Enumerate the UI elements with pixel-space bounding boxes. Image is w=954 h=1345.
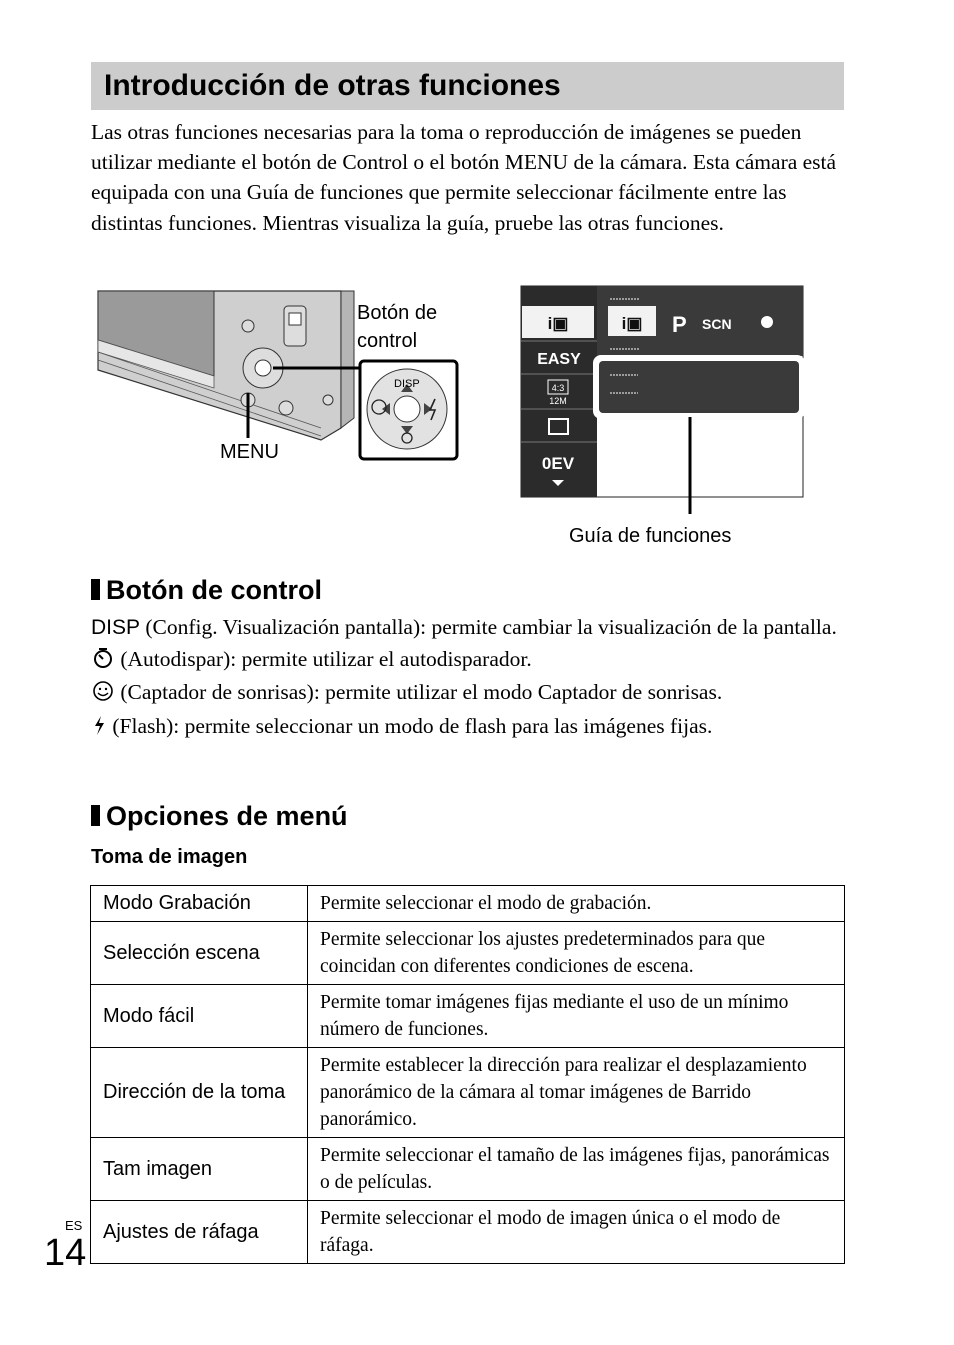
easy-label: EASY bbox=[537, 351, 581, 368]
option-description: Permite seleccionar el tamaño de las imágenes fijas, panorámicas o de películas. bbox=[308, 1138, 845, 1201]
size-mp-label: 12M bbox=[549, 396, 567, 406]
option-name: Selección escena bbox=[91, 922, 308, 985]
option-name: Modo fácil bbox=[91, 985, 308, 1048]
program-mode-label: P bbox=[672, 312, 687, 337]
page-language-code: ES bbox=[65, 1218, 83, 1233]
option-description: Permite tomar imágenes fijas mediante el uso de un mínimo número de funciones. bbox=[308, 985, 845, 1048]
intro-paragraph: Las otras funciones necesarias para la toma o reproducción de imágenes se pueden utilizar mediante el botón de Control o el botón MENU de la cámara. Esta cámara está equipada con una Guía de funciones que permite seleccionar fácilmente entre las distintas funciones. Mientras visualiza la guía, pruebe las otras funciones. bbox=[91, 120, 837, 235]
svg-text:i▣: i▣ bbox=[547, 314, 569, 333]
table-row bbox=[91, 985, 845, 1048]
scene-mode-label: SCN bbox=[702, 316, 732, 332]
option-name: Modo Grabación bbox=[91, 886, 308, 922]
option-name: Tam imagen bbox=[91, 1138, 308, 1201]
page-number: 14 bbox=[44, 1232, 87, 1274]
flash-icon bbox=[91, 714, 107, 745]
svg-text:i▣: i▣ bbox=[621, 314, 643, 333]
size-ratio-label: 4:3 bbox=[551, 383, 565, 393]
menu-options-table bbox=[90, 885, 845, 1264]
section-heading-bar bbox=[91, 62, 844, 110]
table-row bbox=[91, 1201, 845, 1264]
self-timer-icon bbox=[91, 647, 115, 678]
self-timer-description: (Autodispar): permite utilizar el autodisparador. bbox=[91, 644, 851, 678]
shooting-subtitle: Toma de imagen bbox=[91, 846, 248, 868]
option-description: Permite seleccionar los ajustes predeterminados para que coincidan con diferentes condiciones de escena. bbox=[308, 922, 845, 985]
option-name: Dirección de la toma bbox=[91, 1048, 308, 1138]
disp-description: DISP (Config. Visualización pantalla): permite cambiar la visualización de la pantalla. bbox=[91, 615, 837, 639]
ev-label: 0EV bbox=[541, 454, 575, 473]
menu-button-label: MENU bbox=[220, 441, 279, 463]
table-row bbox=[91, 1138, 845, 1201]
smile-description: (Captador de sonrisas): permite utilizar el modo Captador de sonrisas. bbox=[91, 677, 851, 711]
option-name: Ajustes de ráfaga bbox=[91, 1201, 308, 1264]
control-button-label-2: control bbox=[357, 330, 418, 352]
function-guide-label: Guía de funciones bbox=[569, 525, 732, 547]
table-row bbox=[91, 886, 845, 922]
panorama-icon bbox=[761, 316, 773, 328]
option-description: Permite seleccionar el modo de imagen única o el modo de ráfaga. bbox=[308, 1201, 845, 1264]
table-row bbox=[91, 922, 845, 985]
section-marker-icon bbox=[91, 805, 100, 826]
flash-description: (Flash): permite seleccionar un modo de flash para las imágenes fijas. bbox=[91, 711, 851, 745]
table-row bbox=[91, 1048, 845, 1138]
dial-disp-label: DISP bbox=[394, 378, 420, 390]
control-section-title: Botón de control bbox=[91, 574, 322, 606]
disp-key: DISP bbox=[91, 616, 141, 639]
option-description: Permite seleccionar el modo de grabación. bbox=[308, 886, 845, 922]
control-section-body bbox=[91, 612, 851, 744]
page-title: Introducción de otras funciones bbox=[104, 69, 561, 102]
menu-section-title: Opciones de menú bbox=[91, 800, 348, 832]
option-description: Permite establecer la dirección para realizar el desplazamiento panorámico de la cámara al tomar imágenes de Barrido panorámico. bbox=[308, 1048, 845, 1138]
section-marker-icon bbox=[91, 579, 100, 600]
control-button-label-1: Botón de bbox=[357, 302, 438, 324]
smile-icon bbox=[91, 680, 115, 711]
screen-illustration bbox=[520, 285, 805, 515]
